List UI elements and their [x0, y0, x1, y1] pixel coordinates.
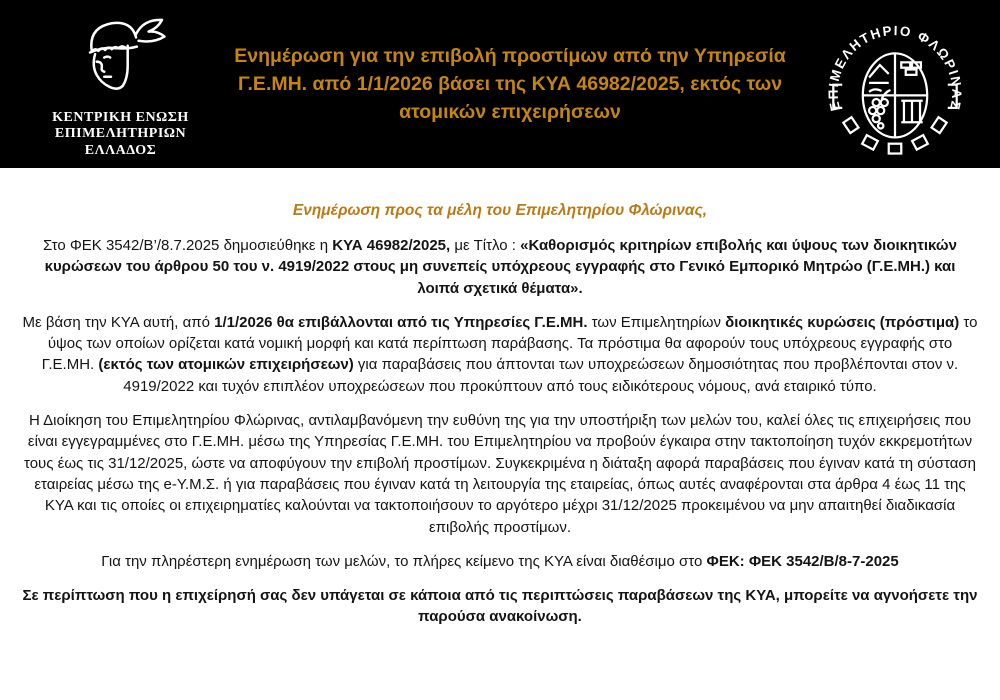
left-logo-caption-line3: ΕΛΛΑΔΟΣ	[84, 142, 157, 158]
left-logo-caption	[28, 110, 213, 160]
left-logo-caption-line2: ΕΠΙΜΕΛΗΤΗΡΙΩΝ	[54, 126, 187, 142]
paragraph-fek-publication: Στο ΦΕΚ 3542/Β’/8.7.2025 δημοσιεύθηκε η ΚΥΑ 46982/2025, με Τίτλο : «Καθορισμός κριτηρίων επιβολής και ύψους των διοικητικών κυρώσεων του άρθρου 50 του ν. 4919/2022 στους μη συνεπείς υπόχρεους εγγραφής στο Γενικό Εμπορικό Μητρώο (Γ.Ε.ΜΗ.) και λοιπά σχετικά θέματα».	[43, 237, 957, 297]
seal-arc-text: ΕΠΙΜΕΛΗΤΗΡΙΟ ΦΛΩΡΙΝΑΣ	[825, 22, 964, 112]
left-logo-caption-line1: ΚΕΝΤΡΙΚΗ ΕΝΩΣΗ	[52, 109, 189, 125]
florina-seal-icon	[819, 6, 971, 163]
florina-chamber-logo	[807, 6, 982, 163]
paragraph-full-text-reference: Για την πληρέστερη ενημέρωση των μελών, το πλήρες κείμενο της ΚΥΑ είναι διαθέσιμο στο ΦΕΚ: ΦΕΚ 3542/Β/8-7-2025	[101, 552, 899, 570]
paragraph-fines-from-2026: Με βάση την ΚΥΑ αυτή, από 1/1/2026 θα επιβάλλονται από τις Υπηρεσίες Γ.Ε.ΜΗ. των Επιμελητηρίων διοικητικές κυρώσεις (πρόστιμα) το ύψος των οποίων ορίζεται κατά νομική μορφή και κατά περίπτωση παράβασης. Τα πρόστιμα θα αφορούν τους υπόχρεους εγγραφής στο Γ.Ε.ΜΗ. (εκτός των ατομικών επιχειρήσεων) για παραβάσεις που άπτονται των υποχρεώσεων δημοσιότητας που προβλέπονται στον ν. 4919/2022 και τυχόν επιπλέον υποχρεώσεων που προκύπτουν από τους ειδικότερους νόμους, ανά εταιρικό τύπο.	[22, 313, 978, 395]
announcement-subheading: Ενημέρωση προς τα μέλη του Επιμελητηρίου Φλώρινας,	[292, 202, 708, 219]
paragraph-ignore-notice: Σε περίπτωση που η επιχείρησή σας δεν υπάγεται σε κάποια από τις περιπτώσεις παραβάσεων της ΚΥΑ, μπορείτε να αγνοήσετε την παρούσα ανακοίνωση.	[22, 587, 978, 626]
announcement-body	[0, 168, 1000, 628]
central-union-logo	[28, 9, 213, 160]
hermes-icon	[62, 88, 180, 105]
page-title: Ενημέρωση για την επιβολή προστίμων από την Υπηρεσία Γ.Ε.ΜΗ. από 1/1/2026 βάσει της ΚΥΑ 46982/2025, εκτός των ατομικών επιχειρήσεων	[234, 44, 786, 124]
paragraph-chamber-call-to-action: Η Διοίκηση του Επιμελητηρίου Φλώρινας, αντιλαμβανόμενη την ευθύνη της για την υποστήριξη των μελών του, καλεί όλες τις επιχειρήσεις που είναι εγγεγραμμένες στο Γ.Ε.ΜΗ. μέσω της Υπηρεσίας Γ.Ε.ΜΗ. του Επιμελητηρίου να προβούν έγκαιρα στην τακτοποίηση τυχόν εκκρεμοτήτων τους έως τις 31/12/2025, ώστε να αποφύγουν την επιβολή προστίμων. Συγκεκριμένα η διάταξη αφορά παραβάσεις που έγιναν κατά τη σύσταση εταιρείας μέσω της e-Υ.Μ.Σ. ή για παραβάσεις που έγιναν κατά τη λειτουργία της εταιρείας, όπως αυτές αναφέρονται στα άρθρα 4 έως 11 της ΚΥΑ και τις οποίες οι επιχειρηματίες καλούνται να τακτοποιήσουν το αργότερο μέχρι 31/12/2025 προκειμένου να μην απαιτηθεί διαδικασία επιβολής προστίμων.	[24, 412, 976, 536]
page-header	[0, 0, 1000, 168]
